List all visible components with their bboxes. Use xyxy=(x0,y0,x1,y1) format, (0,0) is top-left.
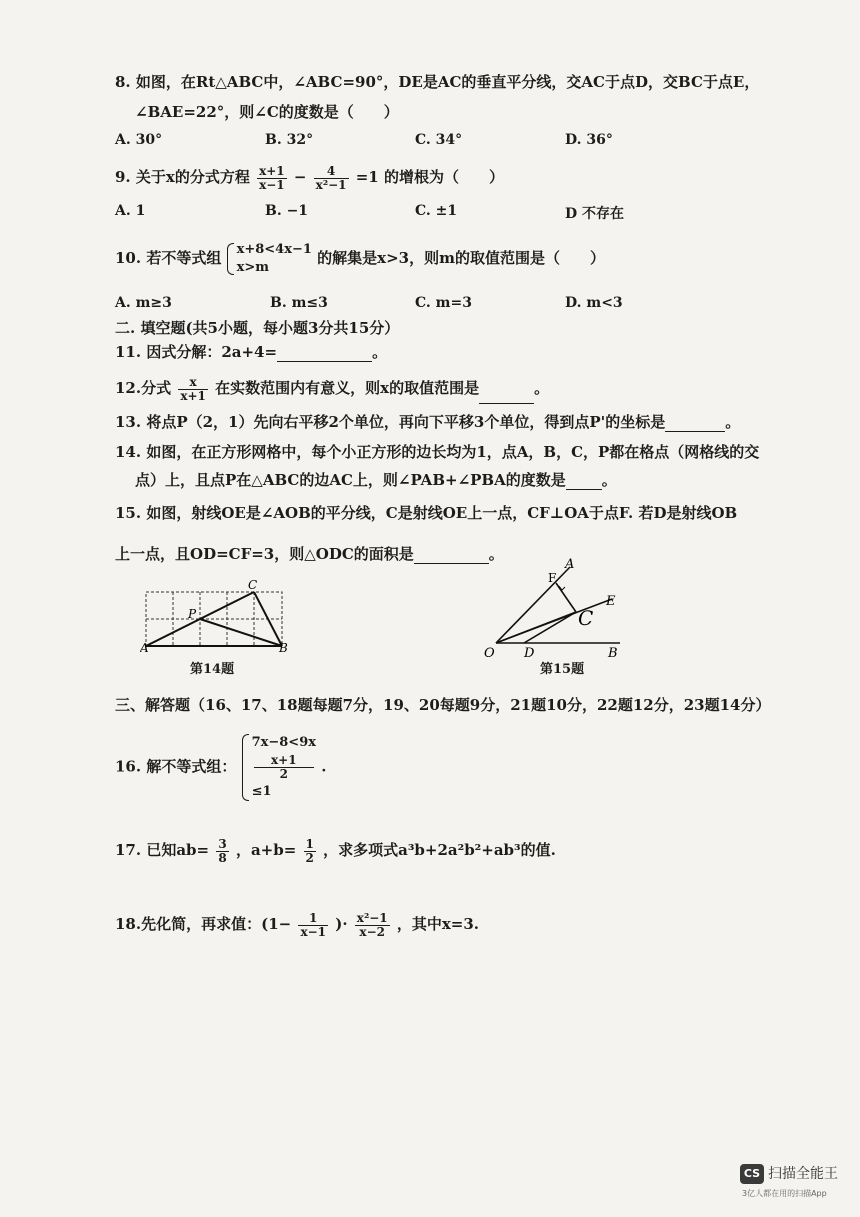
q8-line1: 8. 如图，在Rt△ABC中，∠ABC=90°，DE是AC的垂直平分线，交AC于点D，交BC于点E， xyxy=(115,73,760,91)
figure-14-caption: 第14题 xyxy=(190,662,235,677)
q9-fraction-2: $\frac{4}{\text{x²−1}}$ xyxy=(315,163,347,192)
q16-inequality-system: 7x−8<9x x+1 2 ≤1 xyxy=(242,732,316,803)
q18-fraction-2: $\frac{\text{x²−1}}{x-2}$ xyxy=(356,910,388,939)
q9-option-d: D 不存在 xyxy=(565,206,625,222)
camscanner-tagline: 3亿人都在用的扫描App xyxy=(742,1189,827,1198)
q10-option-d: D. m<3 xyxy=(565,295,623,311)
q15-line2: 上一点，且OD=CF=3，则△ODC的面积是 。 xyxy=(115,545,504,563)
q10-inequality-system: x+8<4x−1 x>m xyxy=(227,241,312,277)
camscanner-name: 扫描全能王 xyxy=(768,1166,838,1182)
q8-option-b: B. 32° xyxy=(265,132,314,148)
figure-15-caption: 第15题 xyxy=(540,662,585,677)
q13-answer-blank[interactable] xyxy=(665,431,725,432)
figure-14-grid-triangle xyxy=(140,578,290,658)
q8-option-c: C. 34° xyxy=(415,132,463,148)
q8-option-a: A. 30° xyxy=(115,132,163,148)
fig14-label-p: P xyxy=(188,607,197,621)
q9-line xyxy=(115,160,504,194)
q8-line2: ∠BAE=22°，则∠C的度数是（ ） xyxy=(135,103,399,121)
q9-suffix: =1 的增根为（ ） xyxy=(355,168,504,186)
fig15-label-a: A xyxy=(565,557,575,572)
q9-option-c: C. ±1 xyxy=(415,203,458,219)
q18-line: 18.先化简，再求值：(1− $\frac{1}{x-1}$ )· $\frac{\text{x²−1}}{x-2}$ ，其中x=3. xyxy=(115,910,480,939)
q11-line: 11. 因式分解：2a+4= 。 xyxy=(115,343,388,361)
q10-suffix: 的解集是x>3，则m的取值范围是（ ） xyxy=(317,249,605,267)
fig14-label-a: A xyxy=(140,641,149,655)
q10-option-c: C. m=3 xyxy=(415,295,472,311)
q10-option-b: B. m≤3 xyxy=(270,295,328,311)
q15-line1: 15. 如图，射线OE是∠AOB的平分线，C是射线OE上一点，CF⊥OA于点F. 若D是射线OB xyxy=(115,504,738,522)
fig15-label-d: D xyxy=(524,646,535,660)
q15-answer-blank[interactable] xyxy=(414,563,489,564)
fig15-label-o: O xyxy=(484,646,495,660)
q9-minus: − xyxy=(293,168,307,186)
fig15-label-f: F xyxy=(548,571,557,585)
figure-15-angle-bisector xyxy=(480,555,625,660)
camscanner-watermark xyxy=(740,1160,850,1210)
q11-answer-blank[interactable] xyxy=(277,361,372,362)
q10-option-a: A. m≥3 xyxy=(115,295,172,311)
q14-line1: 14. 如图，在正方形网格中，每个小正方形的边长均为1，点A，B，C，P都在格点（网格线的交 xyxy=(115,443,760,461)
q12-fraction: $\frac{x}{x+1}$ xyxy=(180,374,206,403)
q9-fraction-1: $\frac{x+1}{x-1}$ xyxy=(259,163,285,192)
section-2-heading: 二. 填空题(共5小题，每小题3分共15分） xyxy=(115,319,400,337)
q12-line: 12.分式 $\frac{x}{x+1}$ 在实数范围内有意义，则x的取值范围是 。 xyxy=(115,374,550,403)
q16-line: 16. 解不等式组： 7x−8<9x x+1 2 ≤1 . xyxy=(115,732,326,803)
section-3-heading: 三、解答题（16、17、18题每题7分，19、20每题9分，21题10分，22题12分，23题14分） xyxy=(115,696,771,714)
camscanner-badge-icon: CS xyxy=(740,1164,764,1184)
q17-fraction-2: $\frac{1}{2}$ xyxy=(305,836,314,865)
q8-option-d: D. 36° xyxy=(565,132,613,148)
q17-line: 17. 已知ab= $\frac{3}{8}$ ，a+b= $\frac{1}{2}$ ，求多项式a³b+2a²b²+ab³的值. xyxy=(115,836,556,865)
q9-option-a: A. 1 xyxy=(115,203,146,219)
q10-line xyxy=(115,238,605,278)
q17-fraction-1: $\frac{3}{8}$ xyxy=(218,836,227,865)
fig14-label-b: B xyxy=(279,641,288,655)
q10-prefix: 10. 若不等式组 xyxy=(115,249,222,267)
q18-fraction-1: $\frac{1}{x-1}$ xyxy=(300,910,326,939)
fig14-label-c: C xyxy=(248,578,258,592)
fig15-label-b: B xyxy=(608,646,618,660)
q9-option-b: B. −1 xyxy=(265,203,309,219)
fig15-label-c: C xyxy=(578,606,594,630)
q14-answer-blank[interactable] xyxy=(566,489,602,490)
q9-prefix: 9. 关于x的分式方程 xyxy=(115,168,250,186)
q12-answer-blank[interactable] xyxy=(479,403,534,404)
q13-line: 13. 将点P（2，1）先向右平移2个单位，再向下平移3个单位，得到点P'的坐标是 。 xyxy=(115,413,741,431)
q14-line2: 点）上，且点P在△ABC的边AC上，则∠PAB+∠PBA的度数是 。 xyxy=(135,471,617,489)
fig15-label-e: E xyxy=(606,594,616,609)
